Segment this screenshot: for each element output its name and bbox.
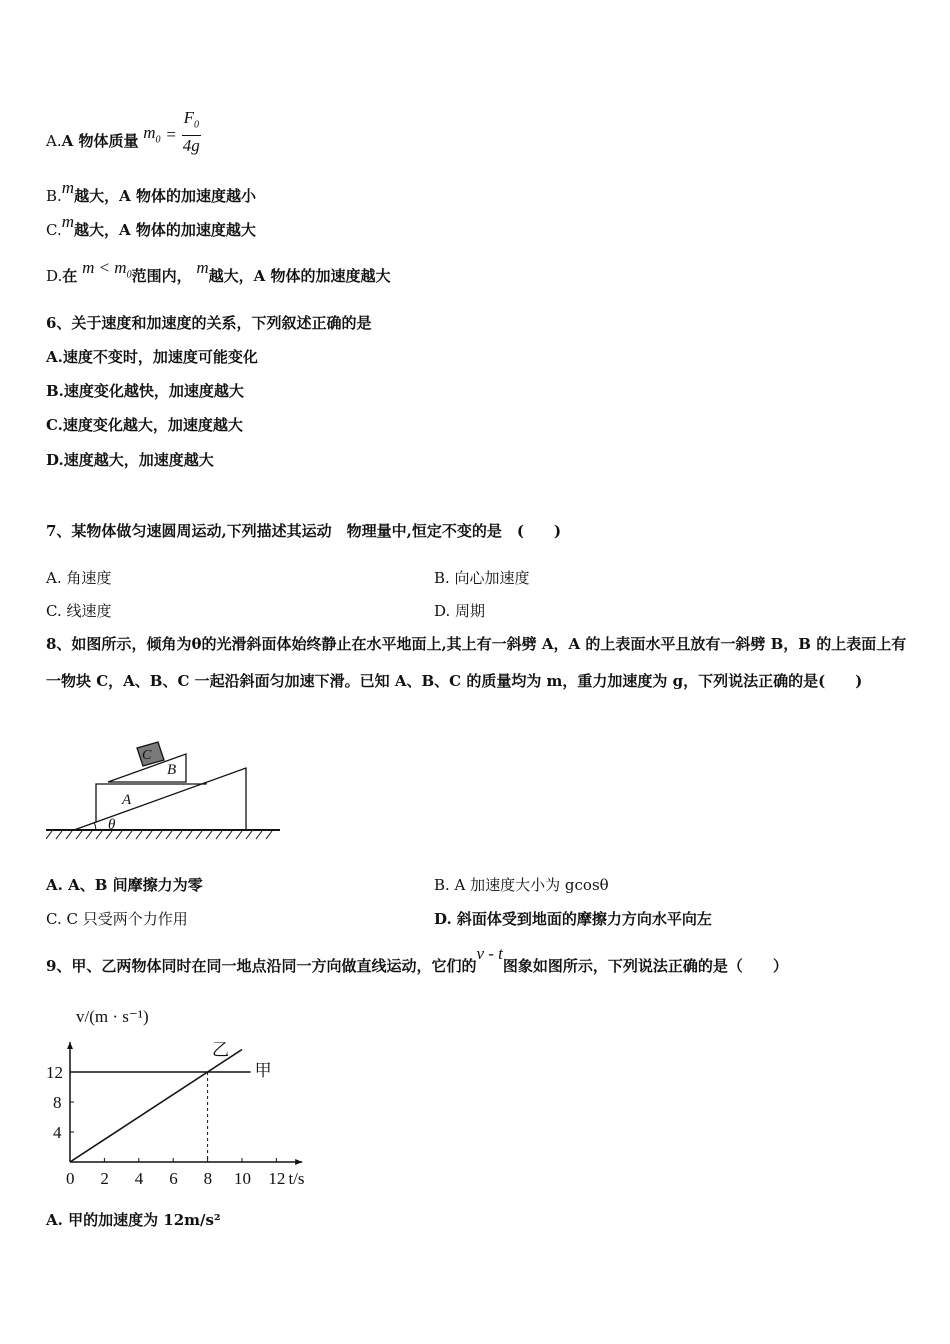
option-prefix: C.	[46, 221, 62, 239]
y-tick-label: 8	[53, 1093, 62, 1112]
q5-option-a	[46, 108, 201, 166]
q6-option-a: A.速度不变时，加速度可能变化	[46, 348, 258, 366]
label-theta: θ	[108, 817, 116, 833]
q6-option-c: C.速度变化越大，加速度越大	[46, 416, 243, 434]
label-a: A	[122, 792, 132, 808]
y-axis-label: v/(m · s⁻¹)	[76, 1007, 149, 1026]
x-tick-label: 4	[134, 1169, 144, 1188]
x-axis-arrow	[295, 1159, 302, 1165]
label-b: B	[167, 762, 177, 778]
math-equals: =	[165, 125, 177, 145]
q9-option-a: A. 甲的加速度为 12m/s²	[46, 1211, 221, 1229]
q5-option-c	[46, 212, 256, 240]
option-text: A 物体质量	[61, 132, 139, 151]
x-tick-label: 2	[100, 1169, 109, 1188]
q8-stem: 8、如图所示，倾角为θ的光滑斜面体始终静止在水平地面上,其上有一斜劈 A，A 的上表面水平且放有一斜劈 B，B 的上表面上有一物块 C，A、B、C 一起沿斜面匀加速下滑。已知 A、B、C 的质量均为 m，重力加速度为 g，下列说法正确的是( )	[46, 635, 907, 690]
option-prefix: A.	[46, 132, 62, 151]
q7-option-a: A. 角速度	[46, 569, 112, 587]
x-axis-label: t/s	[288, 1169, 305, 1188]
q8-option-c: C. C 只受两个力作用	[46, 910, 188, 928]
q6-stem: 6、关于速度和加速度的关系，下列叙述正确的是	[46, 314, 372, 332]
math-m: m	[196, 258, 209, 277]
math-fraction: $\frac{F_0}{4g}$	[182, 108, 200, 156]
y-axis-arrow	[67, 1042, 73, 1049]
q8-option-a: A. A、B 间摩擦力为零	[46, 876, 203, 894]
math-m: m	[61, 212, 74, 231]
q6-option-d: D.速度越大，加速度越大	[46, 451, 214, 469]
y-tick-label: 12	[46, 1063, 63, 1082]
q5-option-d	[46, 258, 391, 293]
option-text: 范围内，	[131, 267, 192, 285]
series-line-yi	[70, 1050, 242, 1163]
math-m: m	[61, 178, 75, 197]
q8-figure	[46, 738, 282, 842]
option-text: 越大，A 物体的加速度越大	[74, 221, 256, 239]
math-m0: $m_0$	[143, 123, 161, 146]
x-tick-label: 0	[66, 1169, 75, 1188]
y-tick-label: 4	[53, 1123, 62, 1142]
incline-body	[74, 768, 246, 830]
series-label-jia: 甲	[254, 1061, 272, 1080]
q7-option-d: D. 周期	[434, 602, 486, 620]
math-condition: $m < m_0$	[82, 258, 132, 281]
option-prefix: D.	[46, 267, 63, 285]
q5-option-b	[46, 178, 256, 206]
x-tick-label: 10	[234, 1169, 251, 1188]
x-tick-label: 8	[203, 1169, 213, 1188]
q6-option-b: B.速度变化越快，加速度越大	[46, 382, 244, 400]
label-c: C	[142, 748, 152, 763]
vt-chart	[40, 1000, 330, 1192]
series-label-yi: 乙	[212, 1040, 229, 1060]
option-text: 越大，A 物体的加速度越小	[74, 187, 256, 205]
option-text: 在	[62, 267, 78, 285]
option-prefix: B.	[46, 187, 62, 205]
q7-option-c: C. 线速度	[46, 602, 112, 620]
x-tick-label: 6	[169, 1169, 178, 1188]
q7-stem: 7、某物体做匀速圆周运动,下列描述其运动 物理量中,恒定不变的是 ( )	[46, 522, 562, 540]
q9-stem: 9、甲、乙两物体同时在同一地点沿同一方向做直线运动，它们的v - t图象如图所示，下列说法正确的是（ ）	[46, 944, 788, 975]
q8-option-b: B. A 加速度大小为 gcosθ	[434, 876, 609, 894]
option-text: 越大，A 物体的加速度越大	[208, 267, 391, 285]
q8-option-d: D. 斜面体受到地面的摩擦力方向水平向左	[434, 910, 712, 928]
math-vt: v - t	[476, 944, 503, 963]
x-tick-label: 12	[268, 1169, 286, 1188]
q7-option-b: B. 向心加速度	[434, 569, 530, 587]
